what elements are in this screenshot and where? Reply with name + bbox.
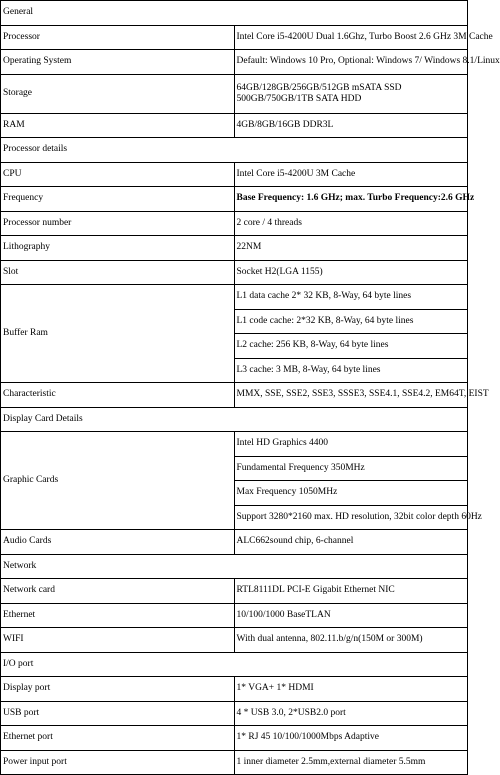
spec-value: 1* RJ 45 10/100/1000Mbps Adaptive: [234, 726, 468, 751]
spec-value: ALC662sound chip, 6-channel: [234, 530, 468, 555]
spec-label: RAM: [1, 113, 235, 138]
spec-row-ethernet-port: [1, 726, 468, 751]
spec-label: Frequency: [1, 187, 235, 212]
spec-label: CPU: [1, 162, 235, 187]
section-i-o-port: [1, 652, 468, 677]
spec-label: Characteristic: [1, 383, 235, 408]
spec-value: Base Frequency: 1.6 GHz; max. Turbo Frequency:2.6 GHz: [234, 187, 468, 212]
spec-value: With dual antenna, 802.11.b/g/n(150M or 300M): [234, 628, 468, 653]
spec-label: Slot: [1, 260, 235, 285]
spec-row-slot: [1, 260, 468, 285]
section-processor-details: [1, 138, 468, 163]
spec-value: L2 cache: 256 KB, 8-Way, 64 byte lines: [234, 334, 468, 359]
spec-value: 2 core / 4 threads: [234, 211, 468, 236]
spec-value: L1 code cache: 2*32 KB, 8-Way, 64 byte lines: [234, 309, 468, 334]
spec-label: Ethernet port: [1, 726, 235, 751]
spec-value: Socket H2(LGA 1155): [234, 260, 468, 285]
spec-row-display-port: [1, 677, 468, 702]
spec-value: Max Frequency 1050MHz: [234, 481, 468, 506]
spec-value: MMX, SSE, SSE2, SSE3, SSSE3, SSE4.1, SSE4.2, EM64T, EIST: [234, 383, 468, 408]
spec-value: 1* VGA+ 1* HDMI: [234, 677, 468, 702]
spec-label: Processor number: [1, 211, 235, 236]
spec-label: Buffer Ram: [1, 285, 235, 383]
spec-row-processor: [1, 25, 468, 50]
section-network: [1, 554, 468, 579]
spec-label: Graphic Cards: [1, 432, 235, 530]
spec-label: Storage: [1, 74, 235, 113]
spec-value: 22NM: [234, 236, 468, 261]
spec-label: WIFI: [1, 628, 235, 653]
spec-value: 1 inner diameter 2.5mm,external diameter 5.5mm: [234, 750, 468, 775]
spec-value: L1 data cache 2* 32 KB, 8-Way, 64 byte lines: [234, 285, 468, 310]
spec-label: Lithography: [1, 236, 235, 261]
spec-row-buffer-ram: [1, 285, 468, 310]
spec-row-storage: [1, 74, 468, 113]
spec-value: Intel Core i5-4200U 3M Cache: [234, 162, 468, 187]
spec-row-ethernet: [1, 603, 468, 628]
spec-value: [234, 74, 468, 113]
spec-value: Default: Windows 10 Pro, Optional: Windows 7/ Windows 8.1/Linux: [234, 50, 468, 75]
spec-value: 4 * USB 3.0, 2*USB2.0 port: [234, 701, 468, 726]
section-title: Display Card Details: [1, 407, 468, 432]
section-title: Processor details: [1, 138, 468, 163]
spec-value: Intel Core i5-4200U Dual 1.6Ghz, Turbo Boost 2.6 GHz 3M Cache: [234, 25, 468, 50]
spec-value-line: 500GB/750GB/1TB SATA HDD: [236, 93, 362, 104]
spec-value: Support 3280*2160 max. HD resolution, 32bit color depth 60Hz: [234, 505, 468, 530]
spec-label: Operating System: [1, 50, 235, 75]
section-title: Network: [1, 554, 468, 579]
section-general: [1, 1, 468, 26]
spec-value: Fundamental Frequency 350MHz: [234, 456, 468, 481]
spec-value: RTL8111DL PCI-E Gigabit Ethernet NIC: [234, 579, 468, 604]
spec-row-lithography: [1, 236, 468, 261]
spec-value: 10/100/1000 BaseTLAN: [234, 603, 468, 628]
spec-value: Intel HD Graphics 4400: [234, 432, 468, 457]
spec-row-wifi: [1, 628, 468, 653]
section-title: I/O port: [1, 652, 468, 677]
section-display-card-details: [1, 407, 468, 432]
spec-row-operating-system: [1, 50, 468, 75]
spec-value: L3 cache: 3 MB, 8-Way, 64 byte lines: [234, 358, 468, 383]
spec-row-cpu: [1, 162, 468, 187]
spec-row-audio-cards: [1, 530, 468, 555]
spec-label: Power input port: [1, 750, 235, 775]
spec-label: Audio Cards: [1, 530, 235, 555]
spec-row-usb-port: [1, 701, 468, 726]
spec-value: 4GB/8GB/16GB DDR3L: [234, 113, 468, 138]
spec-row-ram: [1, 113, 468, 138]
section-title: General: [1, 1, 468, 26]
spec-label: Processor: [1, 25, 235, 50]
spec-row-processor-number: [1, 211, 468, 236]
spec-row-power-input-port: [1, 750, 468, 775]
spec-row-characteristic: [1, 383, 468, 408]
spec-label: Network card: [1, 579, 235, 604]
spec-row-network-card: [1, 579, 468, 604]
spec-row-frequency: [1, 187, 468, 212]
spec-label: USB port: [1, 701, 235, 726]
spec-label: Ethernet: [1, 603, 235, 628]
spec-label: Display port: [1, 677, 235, 702]
spec-row-graphic-cards: [1, 432, 468, 457]
spec-value-line: 64GB/128GB/256GB/512GB mSATA SSD: [236, 82, 402, 93]
